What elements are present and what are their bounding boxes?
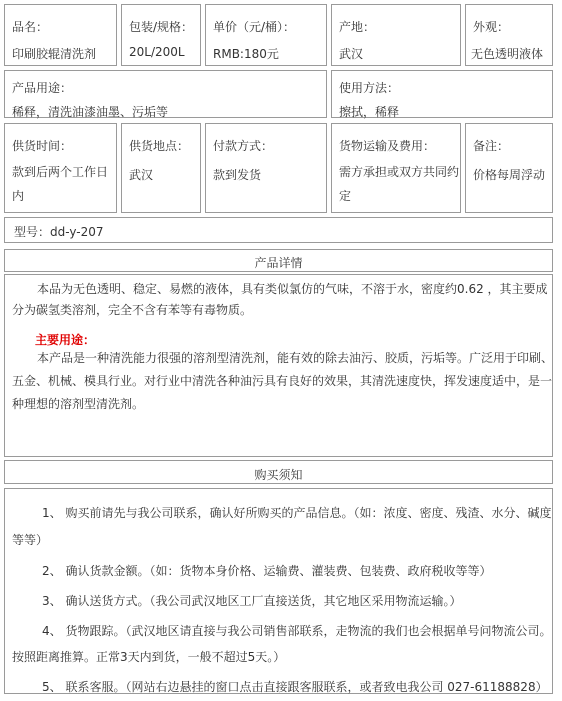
purchase-item-2: 2、 确认货款金额。（如：货物本身价格、运输费、灌装费、包装费、政府税收等等） (42, 564, 492, 578)
origin-label: 产地： (339, 20, 376, 34)
payment-label: 付款方式： (213, 139, 274, 153)
delivery-place-value: 武汉 (129, 168, 154, 182)
purchase-item-1: 1、 购买前请先与我公司联系，确认好所购买的产品信息。（如：浓度、密度、残渣、水分、碱度 等等） (12, 506, 552, 547)
purchase-title-cell (4, 460, 553, 484)
transport-label: 货物运输及费用： (339, 139, 436, 153)
purchase-body (4, 488, 553, 694)
appearance-value: 无色透明液体 (471, 47, 544, 61)
package-label: 包装/规格： (129, 20, 194, 34)
details-intro: 本品为无色透明、稳定、易燃的液体，具有类似氯仿的气味，不溶于水，密度约0.62 ，其主要成 分为碳氢类溶剂，完全不含有苯等有毒物质。 (12, 282, 548, 317)
price-label: 单价（元/桶）： (213, 20, 296, 34)
transport-value: 需方承担或双方共同约 定 (339, 165, 460, 203)
main-use-text: 本产品是一种清洗能力很强的溶剂型清洗剂，能有效的除去油污、胶质，污垢等。广泛用于印刷、 五金、机械、模具行业。对行业中清洗各种油污具有良好的效果，其清洗速度快，挥发速度适中，是一 种理想的溶剂型清洗剂。 (12, 351, 554, 411)
package-cell (121, 4, 201, 66)
delivery-time-label: 供货时间： (12, 139, 73, 153)
details-body (4, 274, 553, 457)
delivery-place-cell (121, 123, 201, 213)
main-use-heading: 主要用途： (35, 333, 96, 347)
purchase-item-3: 3、 确认送货方式。（我公司武汉地区工厂直接送货，其它地区采用物流运输。） (42, 594, 462, 608)
package-value: 20L/200L (129, 45, 185, 59)
method-value: 擦拭，稀释 (339, 105, 400, 119)
delivery-place-label: 供货地点： (129, 139, 190, 153)
purchase-item-5: 5、 联系客服。（网站右边悬挂的窗口点击直接跟客服联系，或者致电我公司 027-61188828） (42, 680, 548, 694)
payment-cell (205, 123, 327, 213)
purchase-item-4: 4、 货物跟踪。（武汉地区请直接与我公司销售部联系，走物流的我们也会根据单号问物流公司。 按照距离推算。正常3天内到货，一般不超过5天。） (12, 624, 552, 664)
payment-value: 款到发货 (213, 168, 262, 182)
details-title-cell (4, 249, 553, 272)
origin-cell (331, 4, 461, 66)
method-label: 使用方法： (339, 81, 400, 95)
product-name-label: 品名： (12, 20, 49, 34)
transport-cell (331, 123, 461, 213)
method-cell (331, 70, 553, 118)
price-cell (205, 4, 327, 66)
usage-value: 稀释，清洗油漆油墨、污垢等 (12, 105, 169, 119)
delivery-time-value: 款到后两个工作日 内 (12, 165, 109, 203)
details-title: 产品详情 (254, 256, 303, 270)
delivery-time-cell (4, 123, 117, 213)
product-name-cell (4, 4, 117, 66)
purchase-title: 购买须知 (254, 468, 303, 482)
model-cell (4, 217, 553, 243)
remark-value: 价格每周浮动 (473, 168, 546, 182)
appearance-cell (465, 4, 553, 66)
appearance-label: 外观： (473, 20, 510, 34)
price-value: RMB:180元 (213, 47, 279, 61)
origin-value: 武汉 (339, 47, 364, 61)
usage-cell (4, 70, 327, 118)
remark-cell (465, 123, 553, 213)
remark-label: 备注： (473, 139, 510, 153)
model-number: 型号：dd-y-207 (14, 225, 104, 239)
usage-label: 产品用途： (12, 81, 73, 95)
product-name-value: 印刷胶辊清洗剂 (12, 47, 97, 61)
